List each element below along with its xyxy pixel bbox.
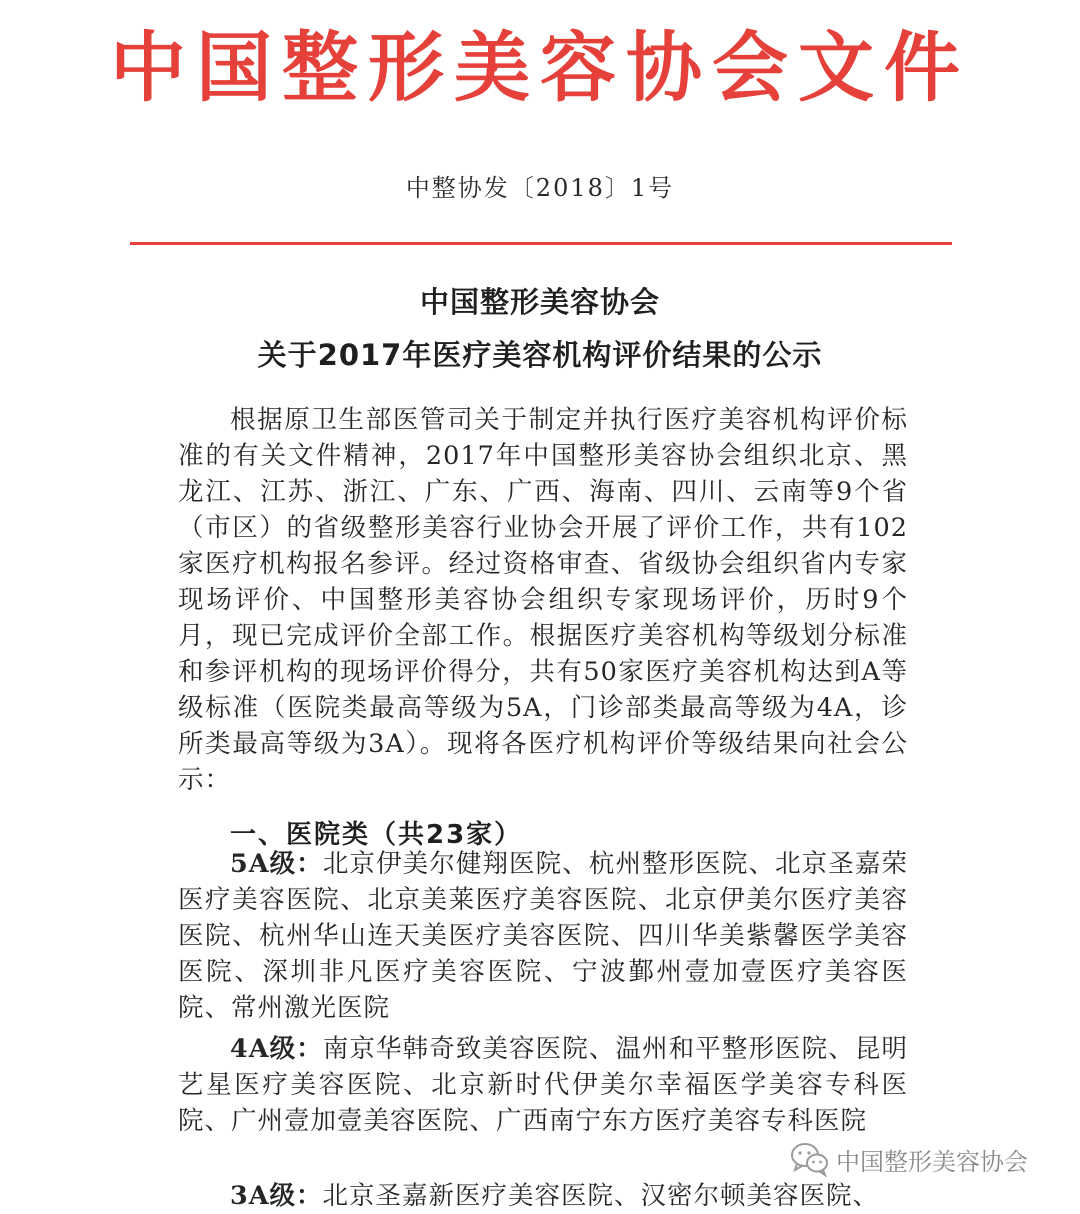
watermark-text: 中国整形美容协会 (836, 1147, 1028, 1176)
level-institutions: 北京圣嘉新医疗美容医院、汉密尔顿美容医院、 (322, 1181, 880, 1211)
wechat-icon (790, 1141, 830, 1177)
intro-paragraph: 根据原卫生部医管司关于制定并执行医疗美容机构评价标准的有关文件精神，2017年中国整形美容协会组织北京、黑龙江、江苏、浙江、广东、广西、海南、四川、云南等9个省（市区）的省级整形美容行业协会开展了评价工作，共有102家医疗机构报名参评。经过资格审查、省级协会组织省内专家现场评价、中国整形美容协会组织专家现场评价，历时9个月，现已完成评价全部工作。根据医疗美容机构等级划分标准和参评机构的现场评价得分，共有50家医疗美容机构达到A等级标准（医院类最高等级为5A，门诊部类最高等级为4A，诊所类最高等级为3A）。现将各医疗机构评价等级结果向社会公示： (178, 405, 908, 795)
masthead-title: 中国整形美容协会文件 (110, 23, 970, 112)
section-heading: 一、医院类（共23家） (230, 820, 523, 850)
red-divider (130, 242, 952, 245)
level-institutions: 北京伊美尔健翔医院、杭州整形医院、北京圣嘉荣医疗美容医院、北京美莱医疗美容医院、北京伊美尔医疗美容医院、杭州华山连天美医疗美容医院、四川华美紫馨医学美容医院、深圳非凡医疗美容医院、宁波鄞州壹加壹医疗美容医院、常州激光医院 (178, 849, 908, 1023)
level-institutions: 南京华韩奇致美容医院、温州和平整形医院、昆明艺星医疗美容医院、北京新时代伊美尔幸福医学美容专科医院、广州壹加壹美容医院、广西南宁东方医疗美容专科医院 (178, 1034, 908, 1136)
level-label: 5A级： (230, 849, 323, 879)
level-3a-paragraph (178, 1178, 908, 1214)
notice-title-line1: 中国整形美容协会 (419, 285, 660, 319)
level-label: 3A级： (230, 1181, 323, 1211)
level-4a-paragraph (178, 1031, 908, 1139)
level-5a-paragraph (178, 846, 908, 1026)
level-label: 4A级： (230, 1034, 323, 1064)
document-number: 中整协发〔2018〕1号 (405, 174, 675, 202)
wechat-watermark (790, 1141, 1028, 1177)
notice-title-line2: 关于2017年医疗美容机构评价结果的公示 (257, 338, 823, 372)
